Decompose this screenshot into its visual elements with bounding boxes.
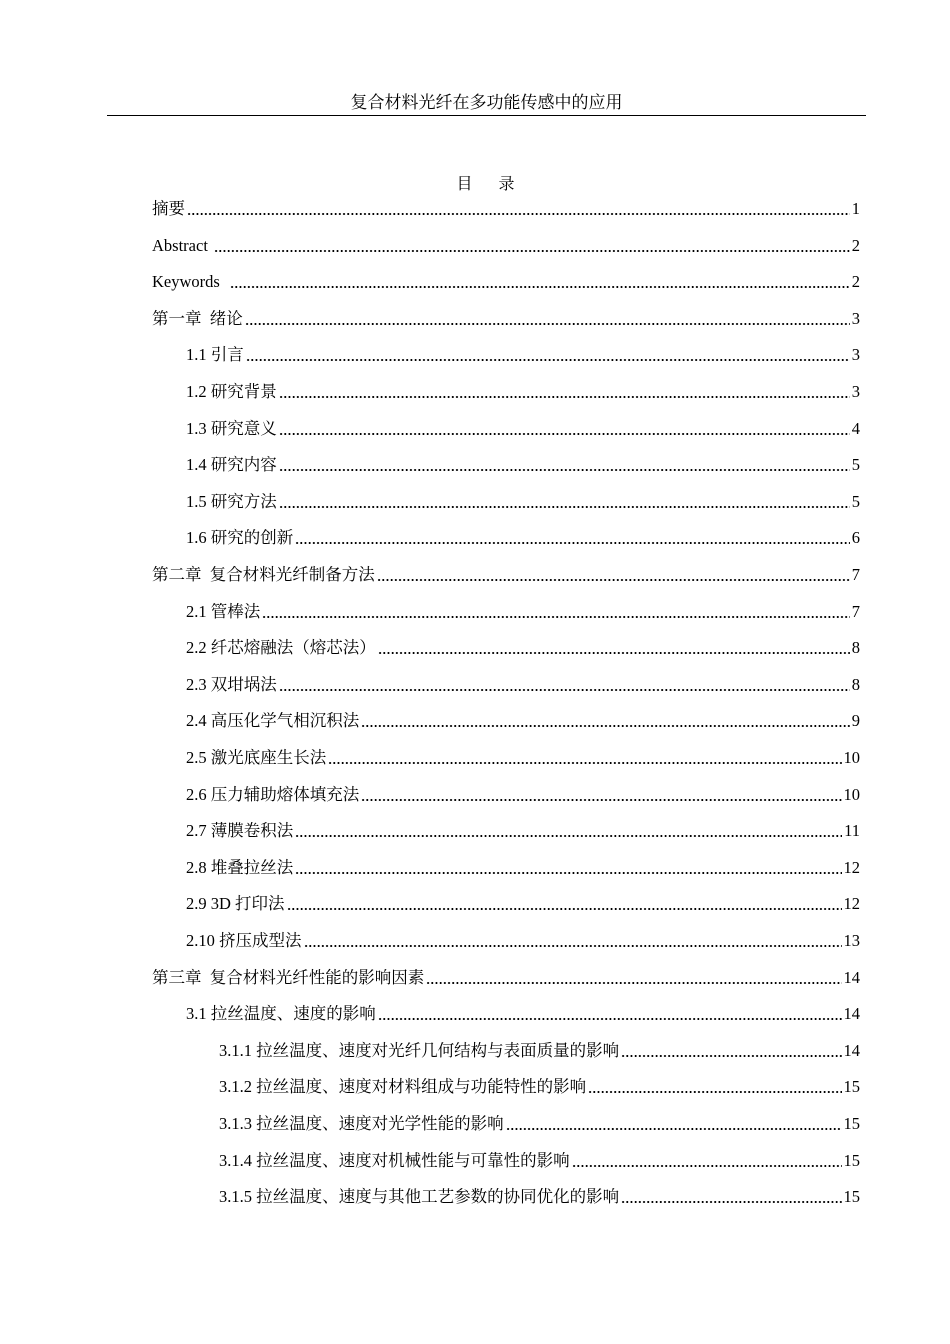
toc-entry-label: 3.1.3 拉丝温度、速度对光学性能的影响	[219, 1114, 504, 1133]
toc-entry[interactable]	[186, 746, 860, 770]
toc-entry[interactable]	[152, 563, 860, 587]
toc-entry[interactable]	[186, 783, 860, 807]
toc-entry-page-number: 10	[843, 784, 860, 804]
dot-leader	[426, 982, 841, 984]
toc-entry-label: 1.6 研究的创新	[186, 528, 294, 548]
dot-leader	[245, 323, 850, 325]
toc-entry-label: 3.1.1 拉丝温度、速度对光纤几何结构与表面质量的影响	[219, 1040, 620, 1060]
toc-entry-page-number: 15	[843, 1187, 860, 1207]
toc-entry-page-number: 14	[843, 967, 860, 987]
toc-entry-label: 1.2 研究背景	[186, 382, 277, 401]
toc-entry-label: 3.1.2 拉丝温度、速度对材料组成与功能特性的影响	[219, 1077, 587, 1097]
dot-leader	[230, 286, 850, 288]
dot-leader	[287, 908, 842, 910]
dot-leader	[279, 433, 850, 435]
dot-leader	[279, 689, 850, 691]
toc-entry[interactable]	[152, 234, 860, 258]
dot-leader	[304, 945, 842, 947]
toc-entry-label: 2.2 纤芯熔融法（熔芯法）	[186, 638, 376, 658]
toc-entry[interactable]	[186, 343, 860, 367]
toc-entry-page-number: 13	[843, 931, 860, 950]
dot-leader	[361, 799, 841, 801]
toc-entry-page-number: 8	[851, 638, 860, 658]
toc-entry[interactable]	[186, 380, 860, 404]
toc-entry-label: 2.6 压力辅助熔体填充法	[186, 784, 360, 804]
toc-entry-page-number: 12	[843, 894, 860, 914]
toc-entry[interactable]	[152, 270, 860, 294]
dot-leader	[279, 469, 850, 471]
toc-entry-label: 1.4 研究内容	[186, 455, 277, 475]
toc-entry-label: 2.4 高压化学气相沉积法	[186, 711, 360, 731]
toc-entry-label: 摘要	[152, 199, 185, 218]
dot-leader	[246, 359, 850, 361]
toc-entry-label: Keywords	[152, 272, 229, 292]
toc-entry-label: 1.5 研究方法	[186, 491, 277, 511]
toc-entry[interactable]	[186, 709, 860, 733]
dot-leader	[279, 396, 850, 398]
dot-leader	[295, 872, 841, 874]
toc-entry-page-number: 12	[843, 857, 860, 877]
toc-entry-label: 2.10 挤压成型法	[186, 931, 302, 950]
dot-leader	[328, 762, 841, 764]
dot-leader	[214, 250, 850, 252]
dot-leader	[262, 616, 850, 618]
toc-entry-page-number: 15	[843, 1114, 860, 1133]
toc-entry-label: 2.8 堆叠拉丝法	[186, 857, 294, 877]
toc-entry-page-number: 2	[851, 235, 860, 255]
toc-entry[interactable]	[186, 1002, 860, 1026]
dot-leader	[621, 1201, 841, 1203]
toc-entry[interactable]	[219, 1075, 860, 1099]
toc-entry[interactable]	[186, 490, 860, 514]
toc-entry[interactable]	[186, 600, 860, 624]
toc-entry[interactable]	[219, 1185, 860, 1209]
dot-leader	[187, 213, 850, 215]
dot-leader	[621, 1055, 841, 1057]
dot-leader	[378, 1018, 842, 1020]
toc-entry[interactable]	[186, 417, 860, 441]
toc-entry-page-number: 5	[851, 491, 860, 511]
toc-entry[interactable]	[152, 966, 860, 990]
toc-entry-page-number: 10	[843, 748, 860, 767]
toc-entry-page-number: 3	[851, 345, 860, 365]
toc-entry-page-number: 7	[851, 565, 860, 584]
toc-entry-label: 2.5 激光底座生长法	[186, 748, 327, 767]
toc-entry[interactable]	[186, 929, 860, 953]
toc-entry[interactable]	[186, 819, 860, 843]
toc-entry-label: 2.1 管棒法	[186, 601, 261, 621]
toc-entry[interactable]	[186, 526, 860, 550]
toc-entry-page-number: 3	[851, 308, 860, 328]
dot-leader	[361, 725, 850, 727]
toc-entry-label: Abstract	[152, 235, 213, 255]
toc-entry-label: 第一章 绪论	[152, 308, 243, 328]
toc-entry-page-number: 6	[851, 528, 860, 548]
toc-entry[interactable]	[186, 892, 860, 916]
toc-entry-page-number: 8	[851, 674, 860, 694]
toc-entry-page-number: 3	[851, 382, 860, 401]
toc-entry-label: 1.3 研究意义	[186, 418, 277, 438]
toc-entry[interactable]	[186, 636, 860, 660]
toc-entry[interactable]	[219, 1149, 860, 1173]
toc-entry-page-number: 5	[851, 455, 860, 475]
toc-entry-page-number: 1	[851, 199, 860, 218]
toc-entry-page-number: 9	[851, 711, 860, 731]
dot-leader	[295, 542, 850, 544]
page-header-title: 复合材料光纤在多功能传感中的应用	[350, 93, 623, 112]
toc-entry-label: 3.1 拉丝温度、速度的影响	[186, 1004, 376, 1024]
toc-entry-page-number: 15	[843, 1150, 860, 1170]
dot-leader	[506, 1128, 842, 1130]
toc-entry-label: 2.3 双坩埚法	[186, 674, 277, 694]
dot-leader	[377, 579, 850, 581]
dot-leader	[572, 1165, 842, 1167]
toc-entry-page-number: 11	[844, 821, 860, 841]
toc-entry[interactable]	[186, 673, 860, 697]
toc-entry-page-number: 14	[843, 1004, 860, 1024]
toc-title: 目 录	[456, 176, 517, 193]
toc-entry-page-number: 15	[843, 1077, 860, 1097]
toc-entry-label: 3.1.4 拉丝温度、速度对机械性能与可靠性的影响	[219, 1150, 570, 1170]
toc-entry-page-number: 14	[843, 1040, 860, 1060]
toc-entry-page-number: 2	[851, 272, 860, 292]
toc-entry-label: 2.9 3D 打印法	[186, 894, 285, 914]
header-rule	[107, 115, 866, 116]
toc-entry[interactable]	[152, 307, 860, 331]
toc-entry[interactable]	[186, 453, 860, 477]
toc-entry-label: 2.7 薄膜卷积法	[186, 821, 294, 841]
toc-entry-page-number: 4	[851, 418, 860, 438]
toc-entry-page-number: 7	[851, 601, 860, 621]
toc-entry-label: 第二章 复合材料光纤制备方法	[152, 565, 375, 584]
toc-entry[interactable]	[219, 1039, 860, 1063]
toc-entry-label: 3.1.5 拉丝温度、速度与其他工艺参数的协同优化的影响	[219, 1187, 620, 1207]
toc-entry[interactable]	[152, 197, 860, 221]
dot-leader	[378, 652, 850, 654]
toc-entry-label: 第三章 复合材料光纤性能的影响因素	[152, 967, 425, 987]
toc-entry-label: 1.1 引言	[186, 345, 244, 365]
dot-leader	[279, 506, 850, 508]
dot-leader	[295, 835, 842, 837]
toc-entry[interactable]	[219, 1112, 860, 1136]
dot-leader	[588, 1091, 841, 1093]
toc-entry[interactable]	[186, 856, 860, 880]
